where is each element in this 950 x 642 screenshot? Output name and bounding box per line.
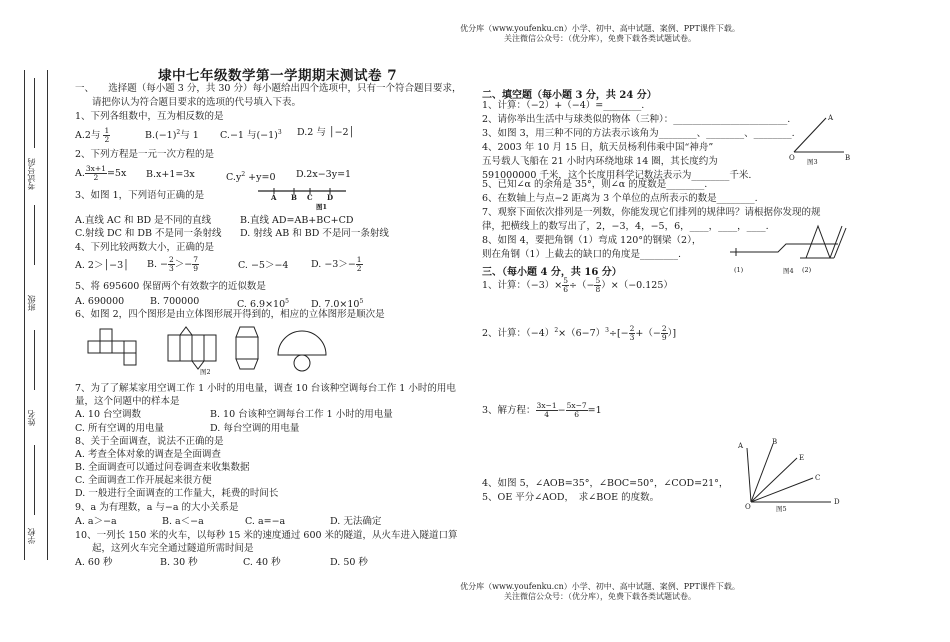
q1-option-b: $B.(-1)^2$与 1: [145, 129, 199, 142]
fig5-label-a: A: [738, 442, 744, 450]
fig3-label-o: O: [789, 154, 795, 162]
q1-option-a: A.2与 $\frac{1}{2}$: [75, 126, 110, 144]
fig5-caption: 图5: [776, 505, 787, 513]
q2-option-b: B.x+1=3x: [146, 169, 195, 180]
q3-option-c: C.射线 DC 和 DB 不是同一条射线: [75, 228, 222, 239]
fig4-label-1: (1): [734, 266, 744, 274]
q5-stem: 5、将 695600 保留两个有效数字的近似数是: [75, 281, 266, 292]
calc-q4-line-1: 4、如图 5，∠AOB=35°，∠BOC=50°，∠COD=21°，: [482, 478, 729, 489]
fig5-label-c: C: [815, 474, 821, 482]
q4-option-d: D. −3＞− $\frac{1}{2}$: [311, 255, 362, 273]
calc-q3: 3、解方程： $\frac{3x-1}{4}$ − $\frac{5x-7}{6}$ =1: [482, 401, 602, 419]
q10-stem: 10、一列长 150 米的火车，以每秒 15 米的速度通过 600 米的隧道，从火车进入隧道口算: [75, 530, 458, 541]
q4-option-c: C. −5＞−4: [238, 260, 289, 271]
fig1-label-b: B: [291, 193, 297, 202]
q4b-frac-1: $\frac{2}{3}$: [168, 255, 174, 273]
fig1-label-d: D: [327, 193, 334, 202]
footer-line-1: 优分库（www.youfenku.cn）小学、初中、高中试题、案例、PPT课件下载。: [460, 582, 740, 591]
c3-frac-2: $\frac{5x-7}{6}$: [566, 401, 587, 419]
q10-option-d: D. 50 秒: [330, 557, 368, 568]
q7-option-d: D. 每台空调的用电量: [210, 423, 300, 434]
exam-no-line: [34, 78, 35, 148]
fill-q4-line-3: 591000000 千米，这个长度用科学记数法表示为________千米.: [482, 170, 752, 181]
q5-option-d: D. $7.0\times 10^5$: [311, 298, 364, 311]
calc-q4-line-2: 5、OE 平分∠AOD， 求∠BOE 的度数。: [482, 492, 660, 503]
fig5-label-d: D: [834, 498, 840, 506]
fig4-label-2: (2): [802, 266, 812, 274]
sidebar-school: 学校: [27, 528, 36, 544]
q7-stem-2: 量，这个问题中的样本是: [75, 396, 180, 407]
section-1-intro: 一、 选择题（每小题 3 分，共 30 分）每小题给出四个选项中，只有一个符合题目要求，: [75, 83, 462, 94]
q8-option-a: A. 考查全体对象的调查是全面调查: [75, 449, 221, 460]
q8-option-b: B. 全面调查可以通过问卷调查来收集数据: [75, 462, 250, 473]
q8-option-d: D. 一般进行全面调查的工作量大，耗费的时间长: [75, 488, 279, 499]
figure-2-nets: [88, 325, 368, 375]
figure-5-rays: [745, 438, 845, 508]
q4-stem: 4、下列比较两数大小，正确的是: [75, 242, 215, 253]
fill-q3: 3、如图 3，用三种不同的方法表示该角为________、________、________.: [482, 128, 795, 139]
section-1-intro-2: 请把你认为符合题目要求的选项的代号填入下表。: [92, 97, 302, 108]
q3-option-d: D. 射线 AB 和 BD 不是同一条射线: [240, 228, 389, 239]
q3-stem: 3、如图 1，下列语句正确的是: [75, 190, 205, 201]
q7-option-c: C. 所有空调的用电量: [75, 423, 164, 434]
fill-q8-line-1: 8、如图 4，要把角钢（1）弯成 120°的钢梁（2），: [482, 235, 702, 246]
sidebar-exam-no: 考试号码: [27, 158, 36, 190]
header-line-2: 关注微信公众号：（优分库），免费下载各类试题试卷。: [504, 34, 696, 43]
binding-strip: [24, 70, 48, 560]
q1-stem: 1、下列各组数中，互为相反数的是: [75, 111, 224, 122]
q5-option-b: B. 700000: [150, 296, 200, 307]
q2-stem: 2、下列方程是一元一次方程的是: [75, 149, 215, 160]
fill-q7-line-2: 律，把横线上的数写出了，2，−3，4，−5，6，____，____，____.: [482, 221, 769, 232]
q1-option-c: C.−1 与$(-1)^3$: [220, 129, 282, 142]
fig3-label-a: A: [828, 114, 834, 122]
q5-option-c: C. $6.9\times 10^5$: [237, 298, 289, 311]
c1-frac-1: $\frac{5}{6}$: [563, 276, 569, 294]
q10-option-a: A. 60 秒: [75, 557, 113, 568]
q4-option-b: B. − $\frac{2}{3}$ ＞− $\frac{7}{9}$: [147, 255, 199, 273]
name-line: [34, 330, 35, 390]
c1-frac-2: $\frac{5}{8}$: [595, 276, 601, 294]
q4d-fraction: $\frac{1}{2}$: [356, 255, 362, 273]
header-line-1: 优分库（www.youfenku.cn）小学、初中、高中试题、案例、PPT课件下载。: [460, 24, 740, 33]
calc-q2: 2、计算：$(-4)^2\times(6-7)^3\div[-$ $\frac{2}{3}$ +（− $\frac{2}{9}$ ）]: [482, 324, 677, 343]
fill-q1: 1、计算：（−2）+（−4）=________.: [482, 100, 645, 111]
fig5-label-o: O: [745, 503, 751, 511]
fill-q2: 2、请你举出生活中与球类似的物体（三种）：________________________.: [482, 114, 791, 125]
q4b-frac-2: $\frac{7}{9}$: [193, 255, 199, 273]
fill-q7-line-1: 7、观察下面依次排列是一列数，你能发现它们排列的规律吗？请根据你发现的规: [482, 207, 821, 218]
page-title: 埭中七年级数学第一学期期末测试卷 7: [158, 68, 398, 84]
q10-option-c: C. 40 秒: [243, 557, 281, 568]
fig2-caption: 图2: [200, 368, 211, 376]
q9-option-d: D. 无法确定: [330, 516, 382, 527]
q9-option-b: B. a＜−a: [162, 516, 204, 527]
c2-frac-1: $\frac{2}{3}$: [629, 324, 635, 343]
q2-option-d: D.2x−3y=1: [296, 169, 352, 180]
footer-line-2: 关注微信公众号：（优分库），免费下载各类试题试卷。: [504, 592, 696, 601]
fill-q5-visible: 5、已知∠α 的余角是 35°，则∠α 的度数是________.: [482, 179, 708, 190]
sidebar-name: 姓名: [27, 410, 36, 426]
fig1-caption: 图1: [316, 203, 328, 211]
fill-q4-line-2: 五号载人飞船在 21 小时内环绕地球 14 圈，其长度约为: [482, 156, 718, 167]
c2-frac-2: $\frac{2}{9}$: [661, 324, 667, 343]
q9-option-a: A. a＞−a: [75, 516, 117, 527]
q1-option-d: D.2 与 │−2│: [297, 127, 355, 138]
class-line: [34, 205, 35, 265]
q10-stem-2: 起，这列火车完全通过隧道所需时间是: [92, 543, 254, 554]
q3-option-b: B.直线 AD=AB+BC+CD: [240, 215, 354, 226]
calc-q1: 1、计算：（−3）× $\frac{5}{6}$ ÷（− $\frac{5}{8}$ ）×（−0.125）: [482, 276, 673, 294]
fig1-label-a: A: [271, 193, 277, 202]
q7-option-a: A. 10 台空调数: [75, 409, 142, 420]
q8-option-c: C. 全面调查工作开展起来很方便: [75, 475, 212, 486]
fig5-label-b: B: [772, 438, 778, 446]
q4-option-a: A. 2＞│−3│: [75, 260, 129, 271]
fig5-label-e: E: [799, 454, 805, 462]
q9-stem: 9、a 为有理数，a 与−a 的大小关系是: [75, 502, 239, 513]
q8-stem: 8、关于全面调查，说法不正确的是: [75, 436, 224, 447]
fill-q8-line-2: 则在角钢（1）上截去的缺口的角度是________.: [482, 249, 682, 260]
q2-option-c: $C.y^2 +y=0$: [226, 171, 276, 184]
fill-q4-line-1: 4、2003 年 10 月 15 日，航天员杨利伟乘中国“神舟”: [482, 142, 714, 153]
q1a-fraction: $\frac{1}{2}$: [104, 126, 110, 144]
school-line: [34, 445, 35, 515]
section-3-heading: 三、（每小题 4 分，共 16 分）: [482, 267, 622, 278]
section-2-heading: 二、填空题（每小题 3 分，共 24 分）: [482, 90, 657, 101]
fig3-caption: 图3: [807, 158, 818, 166]
q3-option-a: A.直线 AC 和 BD 是不同的直线: [75, 215, 212, 226]
q9-option-c: C. a=−a: [245, 516, 286, 527]
c3-frac-1: $\frac{3x-1}{4}$: [536, 401, 557, 419]
q5-option-a: A. 690000: [75, 296, 125, 307]
q7-option-b: B. 10 台该种空调每台工作 1 小时的用电量: [210, 409, 393, 420]
fig4-caption: 图4: [783, 267, 794, 275]
sidebar-class: 班级: [27, 295, 36, 311]
q2a-fraction: $\frac{3x+1}{2}$: [85, 164, 106, 182]
q2-option-a: A. $\frac{3x+1}{2}$ =5x: [75, 164, 127, 182]
fig3-label-b: B: [845, 154, 851, 162]
q10-option-b: B. 30 秒: [160, 557, 198, 568]
fig1-label-c: C: [307, 193, 313, 202]
q7-stem: 7、为了了解某家用空调工作 1 小时的用电量，调查 10 台该种空调每台工作 1 小时的用电: [75, 383, 456, 394]
fill-q6: 6、在数轴上与点−2 距离为 3 个单位的点所表示的数是________.: [482, 193, 758, 204]
figure-3-angle: [786, 112, 866, 172]
q6-stem: 6、如图 2，四个图形是由立体图形展开得到的，相应的立体图形是顺次是: [75, 309, 385, 320]
